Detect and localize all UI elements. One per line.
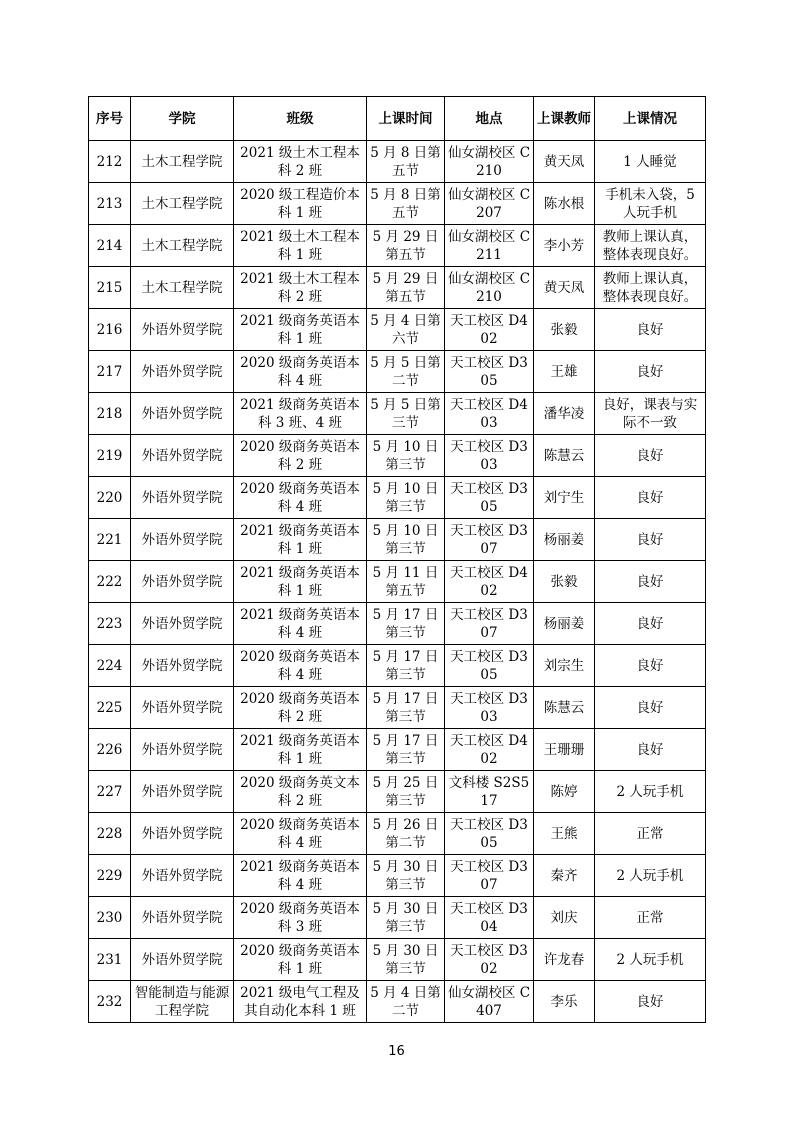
situation-cell: 教师上课认真，整体表现良好。 (595, 267, 706, 309)
table-row (89, 813, 706, 855)
class-cell: 2021 级商务英语本科 1 班 (234, 729, 367, 771)
index-cell: 213 (89, 183, 131, 225)
situation-cell: 2 人玩手机 (595, 855, 706, 897)
teacher-cell: 秦齐 (534, 855, 595, 897)
header-class: 班级 (234, 97, 367, 141)
class-cell: 2021 级商务英语本科 4 班 (234, 855, 367, 897)
college-cell: 外语外贸学院 (131, 771, 234, 813)
time-cell: 5 月 17 日第三节 (367, 687, 445, 729)
teacher-cell: 杨丽姜 (534, 603, 595, 645)
class-cell: 2021 级商务英语本科 1 班 (234, 309, 367, 351)
teacher-cell: 张毅 (534, 561, 595, 603)
teacher-cell: 黄天凤 (534, 141, 595, 183)
table-row (89, 771, 706, 813)
index-cell: 215 (89, 267, 131, 309)
index-cell: 221 (89, 519, 131, 561)
time-cell: 5 月 11 日第五节 (367, 561, 445, 603)
index-cell: 223 (89, 603, 131, 645)
teacher-cell: 陈慧云 (534, 687, 595, 729)
index-cell: 214 (89, 225, 131, 267)
table-row (89, 225, 706, 267)
index-cell: 231 (89, 939, 131, 981)
teacher-cell: 王雄 (534, 351, 595, 393)
index-cell: 228 (89, 813, 131, 855)
index-cell: 224 (89, 645, 131, 687)
college-cell: 外语外贸学院 (131, 435, 234, 477)
table-row (89, 645, 706, 687)
table-row (89, 351, 706, 393)
situation-cell: 良好 (595, 603, 706, 645)
college-cell: 土木工程学院 (131, 225, 234, 267)
situation-cell: 良好 (595, 729, 706, 771)
time-cell: 5 月 8 日第五节 (367, 183, 445, 225)
header-location: 地点 (445, 97, 534, 141)
header-time: 上课时间 (367, 97, 445, 141)
college-cell: 外语外贸学院 (131, 477, 234, 519)
index-cell: 212 (89, 141, 131, 183)
teacher-cell: 潘华凌 (534, 393, 595, 435)
class-cell: 2021 级商务英语本科 4 班 (234, 603, 367, 645)
teacher-cell: 许龙春 (534, 939, 595, 981)
situation-cell: 2 人玩手机 (595, 771, 706, 813)
header-college: 学院 (131, 97, 234, 141)
table-row (89, 687, 706, 729)
table-row (89, 519, 706, 561)
index-cell: 220 (89, 477, 131, 519)
situation-cell: 教师上课认真，整体表现良好。 (595, 225, 706, 267)
header-situation: 上课情况 (595, 97, 706, 141)
table-row (89, 435, 706, 477)
location-cell: 天工校区 D307 (445, 519, 534, 561)
time-cell: 5 月 5 日第二节 (367, 351, 445, 393)
table-row (89, 267, 706, 309)
time-cell: 5 月 17 日第三节 (367, 645, 445, 687)
class-cell: 2020 级商务英语本科 4 班 (234, 351, 367, 393)
location-cell: 天工校区 D302 (445, 939, 534, 981)
location-cell: 天工校区 D307 (445, 855, 534, 897)
time-cell: 5 月 29 日第五节 (367, 267, 445, 309)
index-cell: 230 (89, 897, 131, 939)
page-number: 16 (388, 1044, 405, 1059)
index-cell: 218 (89, 393, 131, 435)
college-cell: 外语外贸学院 (131, 729, 234, 771)
time-cell: 5 月 17 日第三节 (367, 729, 445, 771)
time-cell: 5 月 30 日第三节 (367, 939, 445, 981)
time-cell: 5 月 10 日第三节 (367, 435, 445, 477)
college-cell: 外语外贸学院 (131, 813, 234, 855)
location-cell: 仙女湖校区 C210 (445, 267, 534, 309)
time-cell: 5 月 4 日第六节 (367, 309, 445, 351)
table-row (89, 141, 706, 183)
teacher-cell: 刘庆 (534, 897, 595, 939)
situation-cell: 良好，课表与实际不一致 (595, 393, 706, 435)
situation-cell: 良好 (595, 981, 706, 1023)
teacher-cell: 刘宗生 (534, 645, 595, 687)
college-cell: 外语外贸学院 (131, 645, 234, 687)
index-cell: 232 (89, 981, 131, 1023)
inspection-table (88, 96, 706, 1023)
index-cell: 226 (89, 729, 131, 771)
college-cell: 外语外贸学院 (131, 393, 234, 435)
class-cell: 2021 级土木工程本科 2 班 (234, 267, 367, 309)
class-cell: 2020 级工程造价本科 1 班 (234, 183, 367, 225)
location-cell: 天工校区 D307 (445, 603, 534, 645)
table-row (89, 309, 706, 351)
class-cell: 2021 级商务英语本科 3 班、4 班 (234, 393, 367, 435)
location-cell: 仙女湖校区 C207 (445, 183, 534, 225)
situation-cell: 良好 (595, 309, 706, 351)
college-cell: 外语外贸学院 (131, 855, 234, 897)
time-cell: 5 月 5 日第三节 (367, 393, 445, 435)
class-cell: 2021 级商务英语本科 1 班 (234, 519, 367, 561)
index-cell: 217 (89, 351, 131, 393)
table-row (89, 855, 706, 897)
college-cell: 外语外贸学院 (131, 309, 234, 351)
college-cell: 土木工程学院 (131, 267, 234, 309)
time-cell: 5 月 29 日第五节 (367, 225, 445, 267)
class-cell: 2021 级电气工程及其自动化本科 1 班 (234, 981, 367, 1023)
teacher-cell: 黄天凤 (534, 267, 595, 309)
college-cell: 外语外贸学院 (131, 519, 234, 561)
location-cell: 天工校区 D402 (445, 309, 534, 351)
class-cell: 2020 级商务英语本科 4 班 (234, 813, 367, 855)
index-cell: 225 (89, 687, 131, 729)
situation-cell: 良好 (595, 561, 706, 603)
situation-cell: 良好 (595, 519, 706, 561)
time-cell: 5 月 25 日第三节 (367, 771, 445, 813)
table-row (89, 183, 706, 225)
location-cell: 天工校区 D403 (445, 393, 534, 435)
teacher-cell: 刘宁生 (534, 477, 595, 519)
situation-cell: 良好 (595, 645, 706, 687)
table-row (89, 729, 706, 771)
class-cell: 2020 级商务英语本科 1 班 (234, 939, 367, 981)
table-row (89, 897, 706, 939)
college-cell: 外语外贸学院 (131, 561, 234, 603)
table-row (89, 981, 706, 1023)
teacher-cell: 王熊 (534, 813, 595, 855)
header-teacher: 上课教师 (534, 97, 595, 141)
teacher-cell: 陈婷 (534, 771, 595, 813)
location-cell: 天工校区 D305 (445, 351, 534, 393)
class-cell: 2020 级商务英文本科 2 班 (234, 771, 367, 813)
location-cell: 仙女湖校区 C211 (445, 225, 534, 267)
college-cell: 外语外贸学院 (131, 939, 234, 981)
time-cell: 5 月 8 日第五节 (367, 141, 445, 183)
class-cell: 2020 级商务英语本科 3 班 (234, 897, 367, 939)
situation-cell: 良好 (595, 687, 706, 729)
location-cell: 仙女湖校区 C210 (445, 141, 534, 183)
location-cell: 天工校区 D402 (445, 561, 534, 603)
index-cell: 222 (89, 561, 131, 603)
teacher-cell: 陈慧云 (534, 435, 595, 477)
time-cell: 5 月 4 日第二节 (367, 981, 445, 1023)
college-cell: 土木工程学院 (131, 183, 234, 225)
table-row (89, 603, 706, 645)
college-cell: 外语外贸学院 (131, 687, 234, 729)
location-cell: 天工校区 D303 (445, 435, 534, 477)
location-cell: 天工校区 D304 (445, 897, 534, 939)
location-cell: 天工校区 D402 (445, 729, 534, 771)
teacher-cell: 李乐 (534, 981, 595, 1023)
table-row (89, 561, 706, 603)
teacher-cell: 张毅 (534, 309, 595, 351)
situation-cell: 正常 (595, 813, 706, 855)
class-cell: 2020 级商务英语本科 2 班 (234, 687, 367, 729)
location-cell: 天工校区 D303 (445, 687, 534, 729)
college-cell: 土木工程学院 (131, 141, 234, 183)
class-cell: 2020 级商务英语本科 4 班 (234, 477, 367, 519)
class-cell: 2020 级商务英语本科 2 班 (234, 435, 367, 477)
location-cell: 天工校区 D305 (445, 813, 534, 855)
college-cell: 外语外贸学院 (131, 897, 234, 939)
class-cell: 2021 级土木工程本科 1 班 (234, 225, 367, 267)
situation-cell: 正常 (595, 897, 706, 939)
teacher-cell: 王珊珊 (534, 729, 595, 771)
time-cell: 5 月 30 日第三节 (367, 855, 445, 897)
header-index: 序号 (89, 97, 131, 141)
college-cell: 外语外贸学院 (131, 603, 234, 645)
index-cell: 216 (89, 309, 131, 351)
teacher-cell: 陈水根 (534, 183, 595, 225)
index-cell: 229 (89, 855, 131, 897)
time-cell: 5 月 17 日第三节 (367, 603, 445, 645)
time-cell: 5 月 10 日第三节 (367, 477, 445, 519)
table-body (89, 141, 706, 1023)
time-cell: 5 月 30 日第三节 (367, 897, 445, 939)
situation-cell: 手机未入袋，5 人玩手机 (595, 183, 706, 225)
class-cell: 2021 级土木工程本科 2 班 (234, 141, 367, 183)
class-cell: 2020 级商务英语本科 4 班 (234, 645, 367, 687)
table-header-row (89, 97, 706, 141)
situation-cell: 良好 (595, 351, 706, 393)
location-cell: 天工校区 D305 (445, 645, 534, 687)
time-cell: 5 月 10 日第三节 (367, 519, 445, 561)
location-cell: 天工校区 D305 (445, 477, 534, 519)
teacher-cell: 杨丽姜 (534, 519, 595, 561)
college-cell: 智能制造与能源工程学院 (131, 981, 234, 1023)
time-cell: 5 月 26 日第二节 (367, 813, 445, 855)
situation-cell: 2 人玩手机 (595, 939, 706, 981)
table-row (89, 939, 706, 981)
situation-cell: 良好 (595, 477, 706, 519)
situation-cell: 良好 (595, 435, 706, 477)
table-row (89, 477, 706, 519)
table-row (89, 393, 706, 435)
situation-cell: 1 人睡觉 (595, 141, 706, 183)
location-cell: 仙女湖校区 C407 (445, 981, 534, 1023)
class-cell: 2021 级商务英语本科 1 班 (234, 561, 367, 603)
index-cell: 219 (89, 435, 131, 477)
college-cell: 外语外贸学院 (131, 351, 234, 393)
index-cell: 227 (89, 771, 131, 813)
location-cell: 文科楼 S2S517 (445, 771, 534, 813)
teacher-cell: 李小芳 (534, 225, 595, 267)
